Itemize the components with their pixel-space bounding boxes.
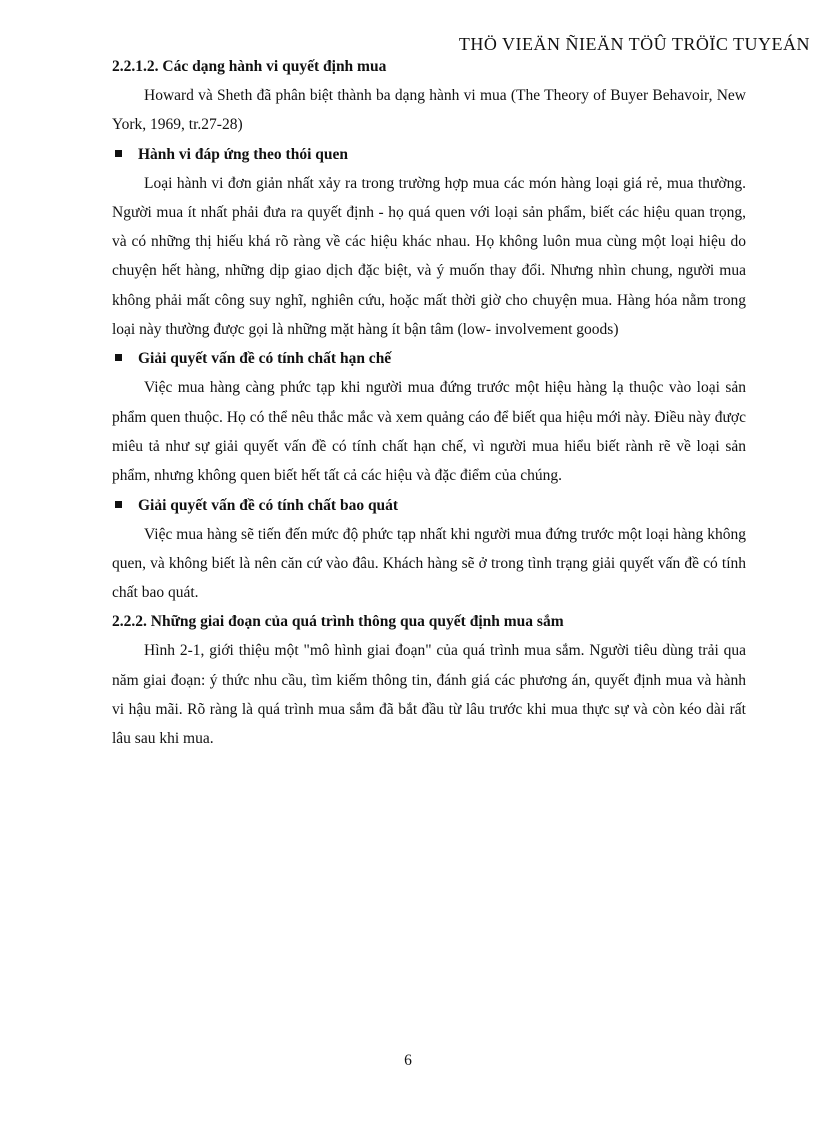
bullet-extensive [112,491,746,520]
paragraph-habitual: Loại hành vi đơn giản nhất xảy ra trong trường hợp mua các món hàng loại giá rẻ, mua thường. Người mua ít nhất phải đưa ra quyết định - họ quá quen với loại sản phẩm, biết các hiệu quan trọng, và có những thị hiếu khá rõ ràng về các hiệu khác nhau. Họ không luôn mua cùng một loại hiệu do chuyện hết hàng, những dịp giao dịch đặc biệt, và ý muốn thay đổi. Nhưng nhìn chung, người mua không phải mất công suy nghĩ, nghiên cứu, hoặc mất thời giờ cho chuyện mua. Hàng hóa nằm trong loại này thường được gọi là những mặt hàng ít bận tâm (low- involvement goods) [112,174,746,339]
paragraph-extensive: Việc mua hàng sẽ tiến đến mức độ phức tạp nhất khi người mua đứng trước một loại hàng không quen, và không biết là nên căn cứ vào đâu. Khách hàng sẽ ở trong tình trạng giải quyết vấn đề có tính chất bao quát. [112,525,746,602]
paragraph-intro: Howard và Sheth đã phân biệt thành ba dạng hành vi mua (The Theory of Buyer Behavoir, New York, 1969, tr.27-28) [112,87,746,134]
bullet-label: Giải quyết vấn đề có tính chất hạn chế [138,350,392,368]
document-body [112,52,746,754]
bullet-label: Hành vi đáp ứng theo thói quen [138,145,349,163]
square-bullet-icon [115,354,122,361]
watermark-header: THÖ VIEÄN ÑIEÄN TÖÛ TRÖÏC TUYEÁN [458,34,810,54]
paragraph-stages: Hình 2-1, giới thiệu một "mô hình giai đoạn" của quá trình mua sắm. Người tiêu dùng trải qua năm giai đoạn: ý thức nhu cầu, tìm kiếm thông tin, đánh giá các phương án, quyết định mua và hành vi hậu mãi. Rõ ràng là quá trình mua sắm đã bắt đầu từ lâu trước khi mua thực sự và còn kéo dài rất lâu sau khi mua. [112,642,746,748]
paragraph-limited: Việc mua hàng càng phức tạp khi người mua đứng trước một hiệu hàng lạ thuộc vào loại sản phẩm quen thuộc. Họ có thể nêu thắc mắc và xem quảng cáo để biết qua hiệu mới này. Điều này được miêu tả như sự giải quyết vấn đề có tính chất hạn chế, vì người mua hiểu biết rành rẽ về loại sản phẩm, nhưng không quen biết hết tất cả các hiệu và đặc điểm của chúng. [112,379,746,485]
square-bullet-icon [115,150,122,157]
square-bullet-icon [115,501,122,508]
bullet-habitual [112,140,746,169]
page-number: 6 [404,1052,412,1069]
section-heading-2-2-2: 2.2.2. Những giai đoạn của quá trình thông qua quyết định mua sắm [112,613,564,631]
bullet-label: Giải quyết vấn đề có tính chất bao quát [138,496,399,514]
section-heading-2-2-1-2: 2.2.1.2. Các dạng hành vi quyết định mua [112,58,387,75]
bullet-limited [112,344,746,373]
